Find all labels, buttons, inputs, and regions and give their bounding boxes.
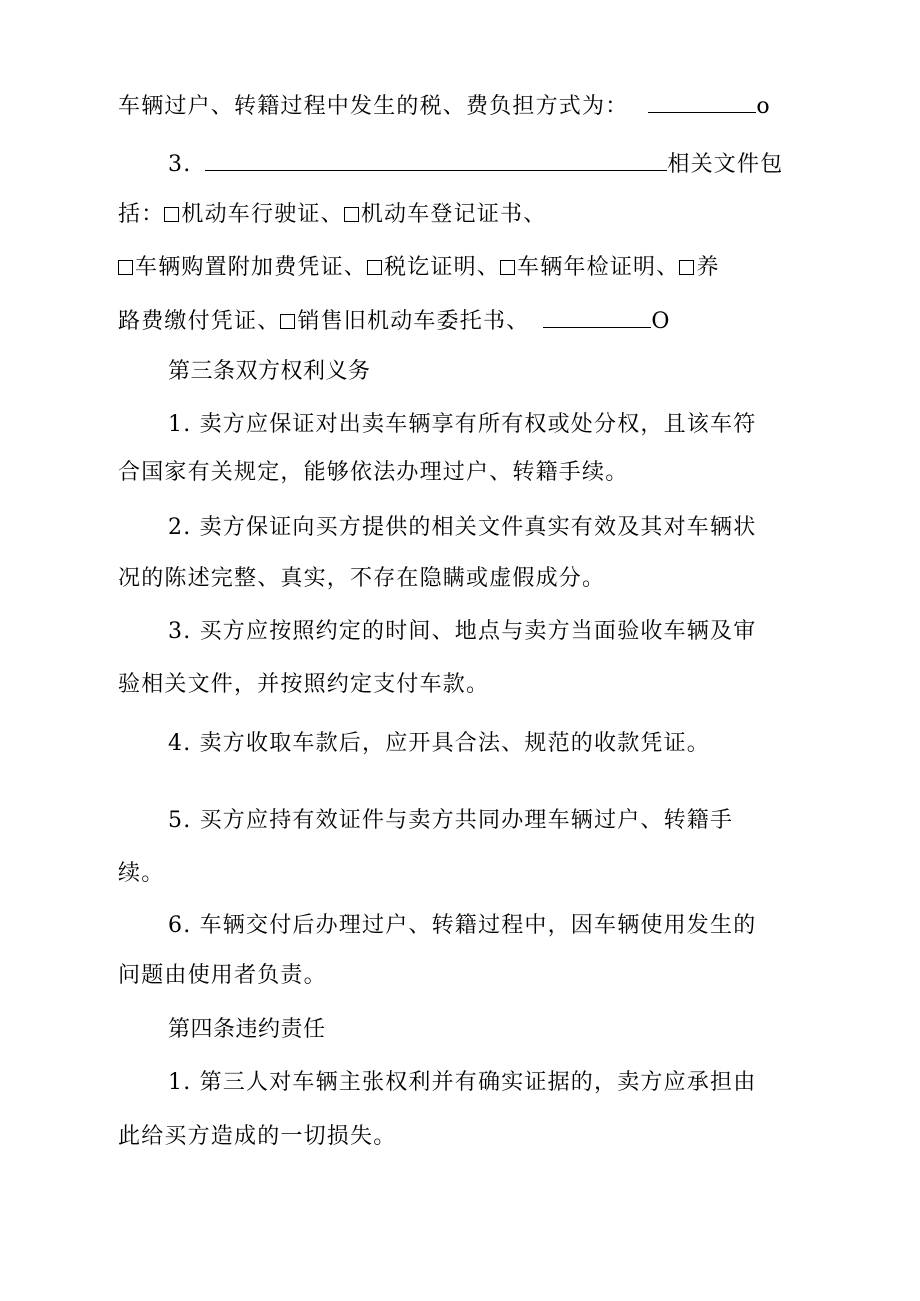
doc-annual-inspection: 车辆年检证明、 — [517, 255, 680, 280]
docs-end: O — [651, 309, 671, 334]
tax-fee-end: o — [756, 94, 771, 119]
docs-line-1 — [118, 200, 546, 230]
s3-item5-line2: 续。 — [118, 861, 165, 886]
section4-title: 第四条违约责任 — [168, 1017, 326, 1042]
s3-item1-number: 1. — [168, 412, 192, 437]
s3-item3-line2: 验相关文件，并按照约定支付车款。 — [118, 672, 490, 697]
s4-item1-number: 1. — [168, 1070, 192, 1095]
doc-road-fee-start: 养 — [696, 255, 720, 280]
doc-road-fee: 路费缴付凭证、 — [118, 309, 281, 334]
s4-item1-text: 第三人对车辆主张权利并有确实证据的，卖方应承担由 — [199, 1070, 757, 1095]
s3-item2-line1 — [168, 513, 756, 543]
s3-item5-line1 — [168, 806, 733, 836]
section3-title: 第三条双方权利义务 — [168, 359, 371, 384]
checkbox-tax-cert[interactable] — [367, 260, 382, 275]
checkbox-register-cert[interactable] — [344, 207, 359, 222]
s3-item1-line1 — [168, 410, 756, 440]
docs-line-2 — [118, 253, 720, 283]
s3-item3-line1 — [168, 617, 756, 647]
doc-tax-cert: 税讫证明、 — [384, 255, 501, 280]
s3-item5-text: 买方应持有效证件与卖方共同办理车辆过户、转籍手 — [199, 808, 734, 833]
s3-item6-number: 6. — [168, 913, 192, 938]
checkbox-road-fee[interactable] — [679, 260, 694, 275]
doc-sale-commission: 销售旧机动车委托书、 — [297, 309, 530, 334]
docs-other-blank[interactable] — [543, 305, 651, 328]
s3-item2-line2: 况的陈述完整、真实，不存在隐瞒或虚假成分。 — [118, 566, 606, 591]
s3-item3-number: 3. — [168, 619, 192, 644]
item3-line — [168, 148, 783, 180]
s3-item3-text: 买方应按照约定的时间、地点与卖方当面验收车辆及审 — [199, 619, 757, 644]
docs-intro: 括： — [118, 202, 165, 227]
item3-blank[interactable] — [205, 148, 667, 171]
tax-fee-text: 车辆过户、转籍过程中发生的税、费负担方式为： — [118, 94, 629, 119]
doc-purchase-fee: 车辆购置附加费凭证、 — [135, 255, 368, 280]
checkbox-registration[interactable] — [164, 207, 179, 222]
checkbox-sale-commission[interactable] — [280, 314, 295, 329]
s3-item2-text: 卖方保证向买方提供的相关文件真实有效及其对车辆状 — [199, 515, 757, 540]
docs-line-3 — [118, 305, 671, 337]
s3-item6-line2: 问题由使用者负责。 — [118, 963, 327, 988]
s3-item6-line1 — [168, 911, 756, 941]
s3-item6-text: 车辆交付后办理过户、转籍过程中，因车辆使用发生的 — [199, 913, 757, 938]
tax-fee-blank[interactable] — [648, 90, 756, 113]
s3-item4-line1 — [168, 729, 710, 759]
s3-item2-number: 2. — [168, 515, 192, 540]
doc-register-cert: 机动车登记证书、 — [360, 202, 547, 227]
s3-item4-text: 卖方收取车款后，应开具合法、规范的收款凭证。 — [199, 731, 710, 756]
checkbox-annual-inspection[interactable] — [500, 260, 515, 275]
item3-number: 3. — [168, 152, 192, 177]
s4-item1-line2: 此给买方造成的一切损失。 — [118, 1124, 397, 1149]
checkbox-purchase-fee[interactable] — [118, 260, 133, 275]
s4-item1-line1 — [168, 1068, 756, 1098]
s3-item5-number: 5. — [168, 808, 192, 833]
s3-item1-text: 卖方应保证对出卖车辆享有所有权或处分权，且该车符 — [199, 412, 757, 437]
s3-item1-line2: 合国家有关规定，能够依法办理过户、转籍手续。 — [118, 460, 629, 485]
tax-fee-line — [118, 90, 771, 122]
doc-driving-license: 机动车行驶证、 — [181, 202, 344, 227]
s3-item4-number: 4. — [168, 731, 192, 756]
item3-tail: 相关文件包 — [667, 152, 784, 177]
